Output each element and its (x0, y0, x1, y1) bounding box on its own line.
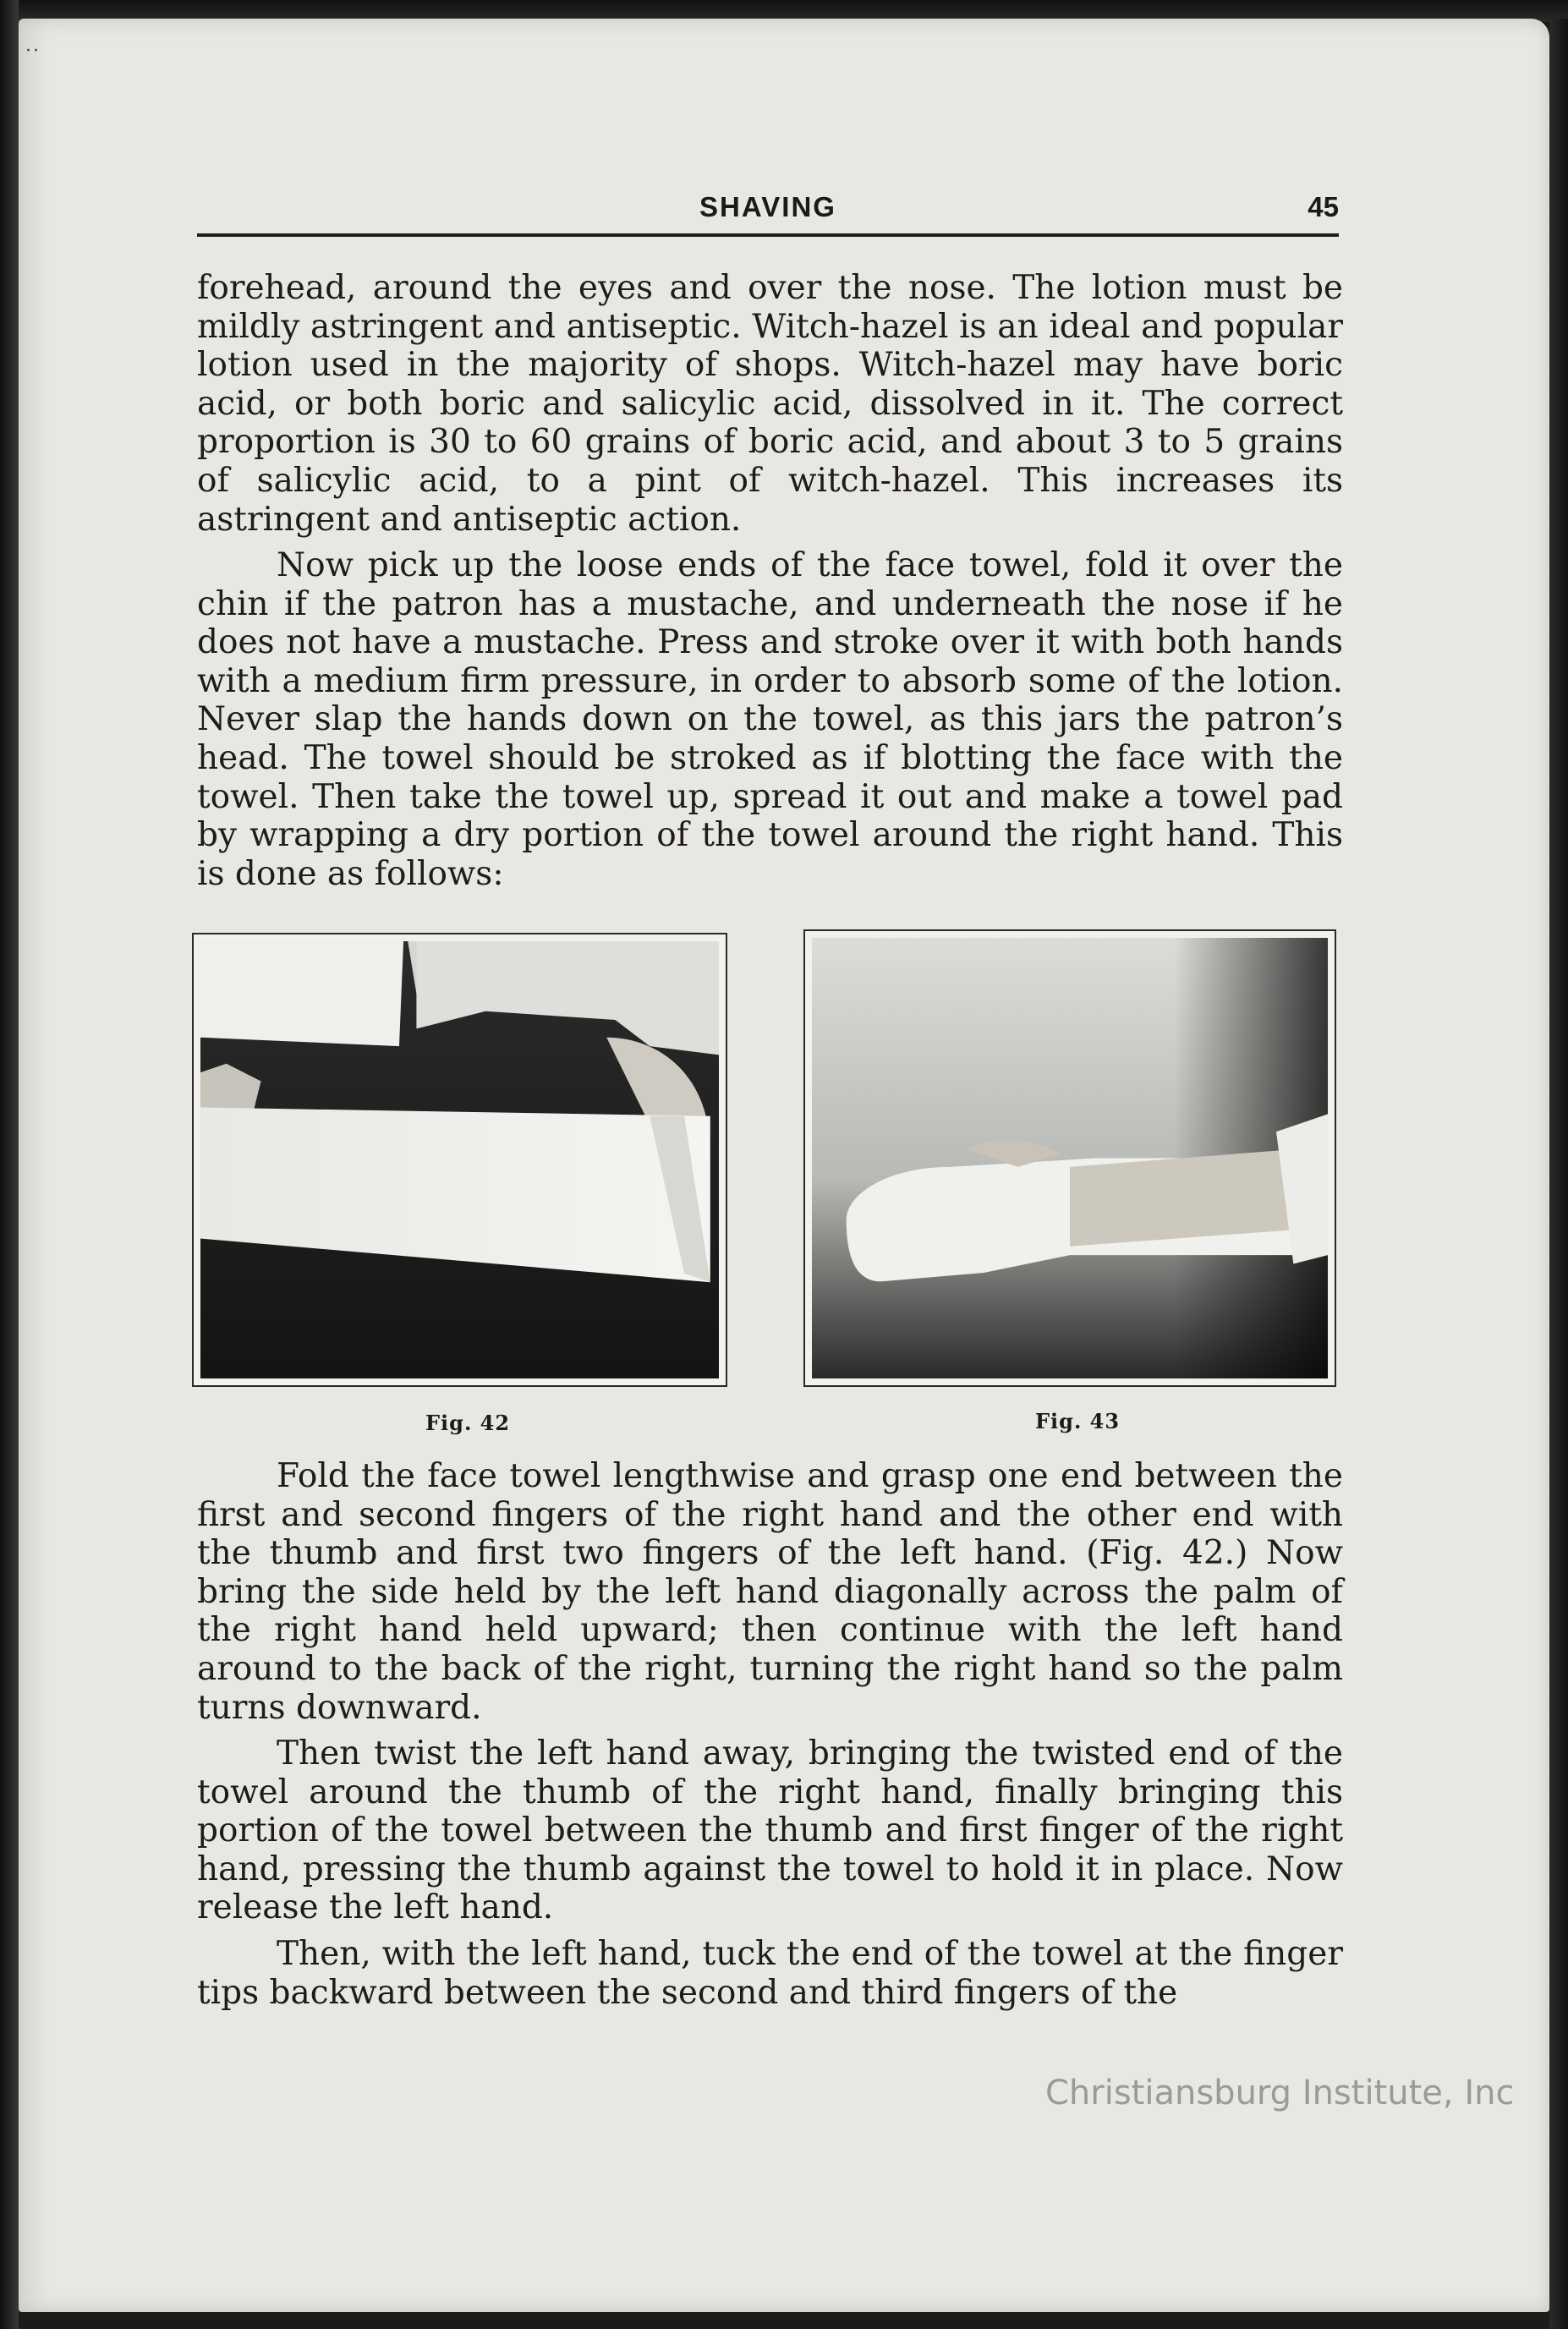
book-spine (0, 0, 19, 2329)
figure-42-photo (192, 933, 727, 1387)
page-number: 45 (1308, 191, 1339, 222)
paragraph-3: Fold the face towel lengthwise and grasp one end between the first and second fingers of the right hand and the other end with the thumb and first two fingers of the left hand. (Fig. 42.) Now bring the side held by the left hand diagonally across the palm of the right hand held upward; then continue with the left hand around to the back of the right, turning the right hand so the palm turns downward. (197, 1457, 1343, 1727)
towel-fold-illustration (200, 941, 719, 1378)
paragraph-5: Then, with the left hand, tuck the end of the towel at the finger tips backward between the second and third fingers of the (197, 1935, 1343, 2012)
paragraph-4: Then twist the left hand away, bringing the twisted end of the towel around the thumb of the right hand, finally bringing this portion of the towel between the thumb and first finger of the right hand, pressing the thumb against the towel to hold it in place. Now release the left hand. (197, 1734, 1343, 1927)
corner-mark: ·· (25, 41, 41, 62)
paragraph-1: forehead, around the eyes and over the nose. The lotion must be mildly astringent and antiseptic. Witch-hazel is an ideal and popular lotion used in the majority of shops. Witch-hazel may have boric acid, or both boric and salicylic acid, dissolved in it. The correct proportion is 30 to 60 grains of boric acid, and about 3 to 5 grains of salicylic acid, to a pint of witch-hazel. This increases its astringent and antiseptic action. (197, 269, 1343, 539)
watermark: Christiansburg Institute, Inc (1045, 2074, 1515, 2113)
towel-pad-illustration (812, 938, 1328, 1378)
figure-43-photo (803, 929, 1336, 1387)
paragraph-2: Now pick up the loose ends of the face towel, fold it over the chin if the patron has a mustache, and underneath the nose if he does not have a mustache. Press and stroke over it with both hands with a medium firm pressure, in order to absorb some of the lotion. Never slap the hands down on the towel, as this jars the patron’s head. The towel should be stroked as if blotting the face with the towel. Then take the towel up, spread it out and make a towel pad by wrapping a dry portion of the towel around the right hand. This is done as follows: (197, 546, 1343, 893)
page-header (197, 191, 1339, 237)
running-title: SHAVING (699, 191, 836, 222)
figure-43-caption: Fig. 43 (1035, 1409, 1121, 1433)
scan-right-edge (1549, 19, 1568, 2329)
figure-42-caption: Fig. 42 (425, 1411, 511, 1435)
